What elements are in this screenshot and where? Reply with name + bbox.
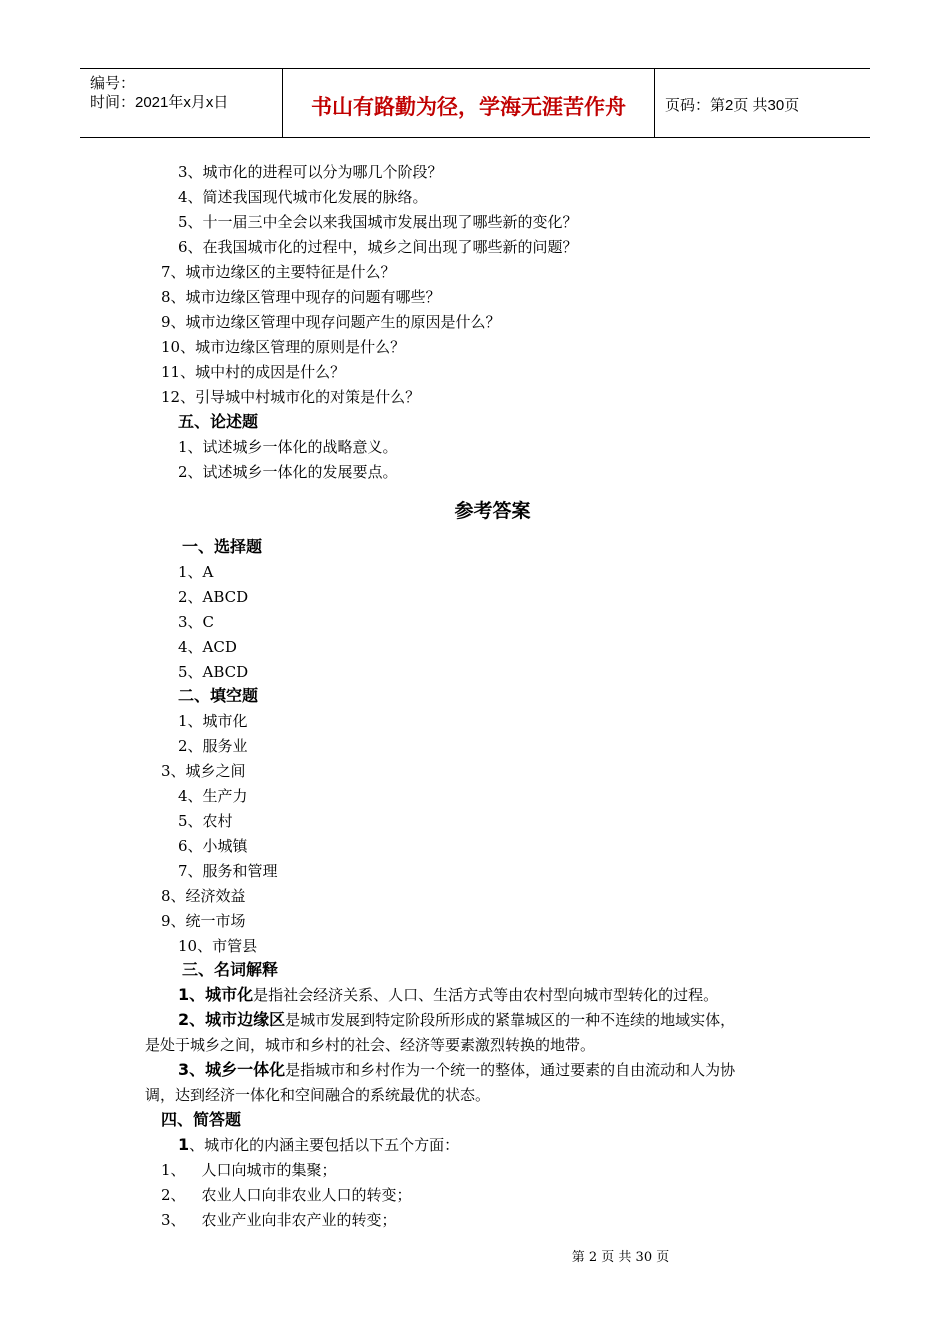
header-page-info: 页码：第2页 共30页 xyxy=(665,97,800,114)
answer-item: 1、城市化 xyxy=(178,712,248,730)
point-number: 1、 xyxy=(161,1161,186,1179)
question-item: 6、在我国城市化的过程中，城乡之间出现了哪些新的问题？ xyxy=(178,238,578,256)
answer-item: 4、生产力 xyxy=(178,787,248,805)
point-text: 人口向城市的集聚； xyxy=(201,1161,337,1179)
answer-item: 7、服务和管理 xyxy=(178,862,278,880)
term-definition xyxy=(178,1010,735,1030)
answer-item: 3、C xyxy=(178,613,215,631)
section-heading: 四、简答题 xyxy=(161,1110,242,1129)
answer-item: 5、农村 xyxy=(178,812,233,830)
question-item: 12、引导城中村城市化的对策是什么？ xyxy=(161,388,421,406)
answer-point xyxy=(161,1185,412,1205)
term-name: 1、城市化 xyxy=(178,985,254,1004)
answer-item: 1、A xyxy=(178,563,214,581)
page-footer: 第 2 页 共 30 页 xyxy=(571,1250,670,1265)
question-item: 5、十一届三中全会以来我国城市发展出现了哪些新的变化？ xyxy=(178,213,578,231)
term-definition xyxy=(178,1060,735,1080)
question-item: 10、城市边缘区管理的原则是什么？ xyxy=(161,338,406,356)
point-number: 3、 xyxy=(161,1211,186,1229)
answer-item: 8、经济效益 xyxy=(161,887,246,905)
term-text: 是指城市和乡村作为一个统一的整体，通过要素的自由流动和人为协 xyxy=(285,1061,736,1079)
answer-item: 2、服务业 xyxy=(178,737,248,755)
term-definition xyxy=(178,985,718,1005)
section-heading: 三、名词解释 xyxy=(182,960,279,979)
question-item: 8、城市边缘区管理中现存的问题有哪些？ xyxy=(161,288,441,306)
header-page-cell xyxy=(655,69,870,137)
question-item: 7、城市边缘区的主要特征是什么？ xyxy=(161,263,396,281)
term-text-continued: 是处于城乡之间，城市和乡村的社会、经济等要素激烈转换的地带。 xyxy=(145,1036,596,1054)
term-text-continued: 调，达到经济一体化和空间融合的系统最优的状态。 xyxy=(145,1086,491,1104)
answer-item: 9、统一市场 xyxy=(161,912,246,930)
answer-text: 、城市化的内涵主要包括以下五个方面： xyxy=(189,1136,460,1154)
essay-item: 1、试述城乡一体化的战略意义。 xyxy=(178,438,398,456)
document-number-label: 编号： xyxy=(90,75,136,92)
answer-item: 5、ABCD xyxy=(178,663,249,681)
answer-item: 2、ABCD xyxy=(178,588,249,606)
essay-item: 2、试述城乡一体化的发展要点。 xyxy=(178,463,398,481)
answer-item: 3、城乡之间 xyxy=(161,762,246,780)
question-item: 3、城市化的进程可以分为哪几个阶段？ xyxy=(178,163,443,181)
term-text: 是指社会经济关系、人口、生活方式等由农村型向城市型转化的过程。 xyxy=(253,986,719,1004)
page-header xyxy=(80,68,870,138)
term-name: 3、城乡一体化 xyxy=(178,1060,286,1079)
answers-title: 参考答案 xyxy=(454,500,531,522)
section-heading: 一、选择题 xyxy=(182,537,263,556)
answer-item: 10、市管县 xyxy=(178,937,258,955)
section-heading: 二、填空题 xyxy=(178,686,259,705)
answer-point xyxy=(161,1210,397,1230)
answer-item: 6、小城镇 xyxy=(178,837,248,855)
point-number: 2、 xyxy=(161,1186,186,1204)
header-motto: 书山有路勤为径，学海无涯苦作舟 xyxy=(311,95,626,119)
question-item: 4、简述我国现代城市化发展的脉络。 xyxy=(178,188,428,206)
document-date: 时间：2021年x月x日 xyxy=(90,94,229,111)
term-text: 是城市发展到特定阶段所形成的紧靠城区的一种不连续的地域实体， xyxy=(285,1011,736,1029)
header-info-cell xyxy=(80,69,283,137)
point-text: 农业人口向非农业人口的转变； xyxy=(201,1186,412,1204)
question-item: 9、城市边缘区管理中现存问题产生的原因是什么？ xyxy=(161,313,501,331)
section-heading: 五、论述题 xyxy=(178,412,259,431)
term-name: 2、城市边缘区 xyxy=(178,1010,286,1029)
answer-item: 4、ACD xyxy=(178,638,237,656)
answer-number: 1 xyxy=(178,1135,190,1154)
header-motto-cell xyxy=(283,69,655,137)
question-item: 11、城中村的成因是什么？ xyxy=(161,363,346,381)
answer-point xyxy=(161,1160,337,1180)
answer-paragraph xyxy=(178,1135,459,1155)
point-text: 农业产业向非农产业的转变； xyxy=(201,1211,397,1229)
